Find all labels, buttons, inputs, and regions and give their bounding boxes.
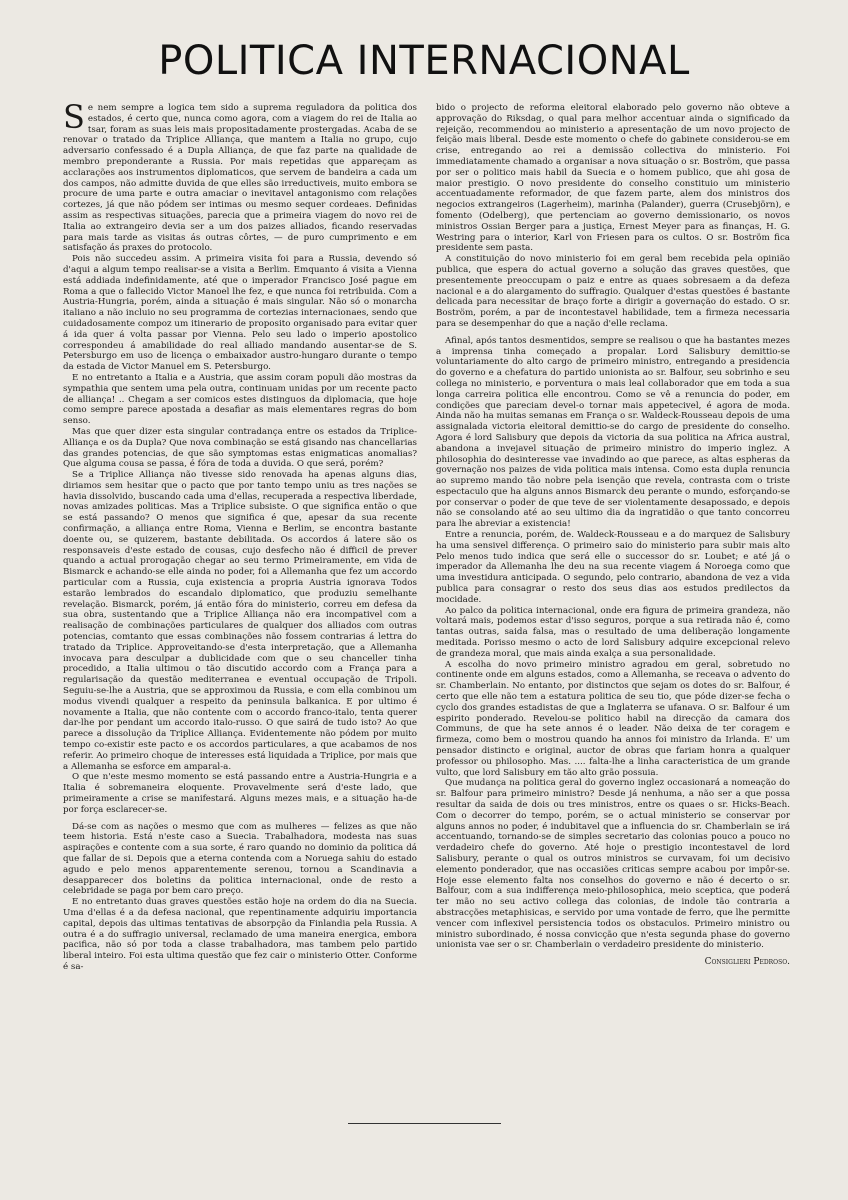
article-paragraph xyxy=(63,98,417,254)
article-paragraph: Mas que quer dizer esta singular contradança entre os estados da Triplice-Alliança e os da Dupla? Que nova combinação se está gisando nas chancellarias das grandes potencias, de que são symptomas estas enigmaticas anomalias? Que alguma cousa se passa, é fóra de toda a duvida. O que será, porém? xyxy=(63,426,417,470)
article-paragraph: A escolha do novo primeiro ministro agradou em geral, sobretudo no continente onde em alguns estados, como a Allemanha, se receava o advento do sr. Chamberlain. No entanto, por distinctos que sejam os dotes do sr. Balfour, é certo que elle não tem a estatura politica de seu tio, que póde dizer-se fecha o cyclo dos grandes estadistas de que a Inglaterra se ufanava. O sr. Balfour é um espirito ponderado. Revelou-se politico habil na direcção da camara dos Communs, de que ha sete annos é o leader. Não deixa de ter coragem e firmeza, como bem o mostrou quando ha annos foi ministro da Irlanda. E' um pensador distincto e original, auctor de obras que fariam honra a qualquer professor ou philosopho. Mas. .... falta-lhe a linha caracteristica de um grande vulto, que lord Salisbury em tão alto grão possuia. xyxy=(436,659,790,778)
page-title: POLITICA INTERNACIONAL xyxy=(158,38,690,84)
article-paragraph: Entre a renuncia, porém, de. Waldeck-Rousseau e a do marquez de Salisbury ha uma sensivel differença. O primeiro saio do ministerio para subir mais alto Pelo menos tudo indica que será elle o successor do sr. Loubet; e até já o imperador da Allemanha lhe deu na sua recente viagem á Noroega como que uma investidura anticipada. O segundo, pelo contrario, abandona de vez a vida publica para consagrar o resto dos seus dias aos estudos predilectos da mocidade. xyxy=(436,530,790,605)
article-paragraph: E no entretanto a Italia e a Austria, que assim coram populi dão mostras da sympathia que sentem uma pela outra, continuam unidas por um recente pacto de alliança! .. Chegam a ser comicos estes distinguos da diplomacia, que hoje como sempre parece apostada a desafiar as mais elementares regras do bom senso. xyxy=(63,372,417,427)
drop-cap: S xyxy=(63,98,85,136)
article-body xyxy=(63,98,790,1103)
article-paragraph: bido o projecto de reforma eleitoral elaborado pelo governo não obteve a approvação do Riksdag, o qual para melhor accentuar ainda o significado da rejeição, recommendou ao ministerio a apresentação de um novo projecto de feição mais liberal. Desde este momento o chefe do gabinete considerou-se em crise, entregando ao rei a demissão collectiva do ministerio. Foi immediatamente chamado a organisar a nova situação o sr. Boström, que passa por ser o politico mais habil da Suecia e o homem publico, que ahi gosa de maior prestigio. O novo presidente do conselho constituio um ministerio accentuadamente reformador, de que fazem parte, alem dos ministros dos negocios extrangeiros (Lagerheim), marinha (Palander), guerra (Crusebjörn), e fomento (Odelberg), que pertenciam ao governo demissionario, os novos ministros Ossian Berger para a justiça, Ernest Meyer para as finanças, H. G. Westring para o interior, Karl von Friesen para os cultos. O sr. Boström fica presidente sem pasta. xyxy=(436,103,790,254)
right-column xyxy=(436,103,790,1103)
author-signature: Consiglieri Pedroso. xyxy=(704,957,790,968)
article-paragraph: Que mudança na politica geral do governo inglez occasionará a nomeação do sr. Balfour para primeiro ministro? Desde já nenhuma, a não ser a que possa resultar da saida de dois ou tres ministros, entre os quaes o sr. Hicks-Beach. Com o decorrer do tempo, porém, se o actual ministerio se conservar por alguns annos no poder, é indubitavel que a influencia do sr. Chamberlain se irá accentuando, tornando-se de simples secretario das colonias pouco a pouco no verdadeiro chefe do governo. Até hoje o prestigio incontestavel de lord Salisbury, perante o qual os outros ministros se curvavam, foi um decisivo elemento ponderador, que nas occasiões criticas sempre acabou por impôr-se. Hoje esse elemento falta nos conselhos do governo e não é decerto o sr. Balfour, com a sua indifferença meio-philosophica, meio sceptica, que poderá ter mão no seu activo collega das colonias, de indole tão contraria a abstracções metaphisicas, e servido por uma vontade de ferro, que lhe permitte vencer com inflexivel persistencia todos os obstaculos. Primeiro ministro ou ministro subordinado, é nossa convicção que n'esta segunda phase do governo unionista vae ser o sr. Chamberlain o verdadeiro presidente do ministerio. xyxy=(436,778,790,951)
article-paragraph: E no entretanto duas graves questões estão hoje na ordem do dia na Suecia. Uma d'ellas é a da defesa nacional, que repentinamente adquiriu importancia capital, depois das ultimas tentativas de absorpção da Finlandia pela Russia. A outra é a do suffragio universal, reclamado de uma maneira energica, embora pacifica, não só por toda a classe trabalhadora, mas tambem pelo partido liberal inteiro. Foi esta ultima questão que fez cair o ministerio Otter. Conforme é sa- xyxy=(63,897,417,972)
article-paragraph: Se a Triplice Alliança não tivesse sido renovada ha apenas alguns dias, diriamos sem hesitar que o pacto que por tanto tempo uniu as tres nações se havia dissolvido, buscando cada uma d'ellas, recuperada a respectiva liberdade, novas amizades politicas. Mas a Triplice subsiste. O que significa então o que se está passando? O menos que significa é que, apesar da sua recente confirmação, a alliança entre Roma, Vienna e Berlim, se encontra bastante doente ou, se quizerem, bastante debilitada. Os accordos á latere são os responsaveis d'este estado de cousas, cujo desfecho não é difficil de prever quando a actual prorogação chegar ao seu termo Primeiramente, em vida de Bismarck e achando-se elle ainda no poder, foi a Allemanha que fez um accordo particular com a Russia, cuja existencia a propria Austria ignorava Todos estarão lembrados do escandalo diplomatico, que produziu semelhante revelação. Bismarck, porém, já então fóra do ministerio, correu em defesa da sua obra, sustentando que a Triplice Alliança não era incompativel com a realisação de combinações particulares de qualquer dos alliados com outras potencias, comtanto que essas combinações não fossem contrarias á lettra do tratado da Triplice. Approveitando-se d'esta interpretação, que a Allemanha invocava para desculpar a dublicidade com que o seu chanceller tinha procedido, a Italia ultimou o tão discutido accordo com a França para a regularisação da questão mediterranea e eventual occupação de Tripoli. Seguiu-se-lhe a Austria, que se approximou da Russia, e com ella combinou um modus vivendi qualquer a respeito da peninsula balkanica. E por ultimo é novamente a Italia, que não contente com o accordo franco-italo, tenta querer dar-lhe por pendant um accordo italo-russo. O que sairá de tudo isto? Ao que parece a dissolução da Triplice Alliança. Evidentemente não pódem por muito tempo co-existir este pacto e os accordos particulares, a que acabamos de nos referir. Ao primeiro choque de interesses está liquidada a Triplice, por mais que a Allemanha se esforce em amparal-a. xyxy=(63,470,417,772)
article-paragraph: Afinal, após tantos desmentidos, sempre se realisou o que ha bastantes mezes a imprensa tinha começado a propalar. Lord Salisbury demittio-se voluntariamente do alto cargo de primeiro ministro, entregando a presidencia do governo e a chefatura do partido unionista ao sr. Balfour, seu sobrinho e seu collega no ministerio, e porventura o mais leal collaborador que em toda a sua longa carreira politica elle encontrou. Como se vê a renuncia do poder, em condições que pareciam devel-o tornar mais appetecivel, é agora de moda. Ainda não ha muitas semanas em França o sr. Waldeck-Rousseau depois de uma assignalada victoria eleitoral demittio-se do cargo de presidente do conselho. Agora é lord Salisbury que depois da victoria da sua politica na Africa austral, abandona a invejavel situação de primeiro ministro do imperio inglez. A philosophia do desinteresse vae invadindo ao que parece, as altas espheras da governação nos paizes de vida politica mais intensa. Como esta dupla renuncia ao supremo mando tão nobre pela isenção que revela, contrasta com o triste espectaculo que ha alguns annos Bismarck deu perante o mundo, esforçando-se por conservar o poder de que teve de ser violentamente desapossado, e depois não se consolando até ao seu ultimo dia da ingratidão o que tanto concorreu para lhe abreviar a existencia! xyxy=(436,335,790,530)
article-paragraph: O que n'este mesmo momento se está passando entre a Austria-Hungria e a Italia é sobremaneira eloquente. Provavelmente será d'este lado, que primeiramente a crise se manifestará. Alguns mezes mais, e a situação ha-de por força esclarecer-se. xyxy=(63,772,417,815)
article-paragraph: Pois não succedeu assim. A primeira visita foi para a Russia, devendo só d'aqui a algum tempo realisar-se a visita a Berlim. Emquanto á visita a Vienna está addiada indefinidamente, até que o imperador Francisco José pague em Roma a que o fallecido Victor Manoel lhe fez, e que nunca foi retribuida. Com a Austria-Hungria, porém, ainda a situação é mais singular. Não só o monarcha italiano a não incluio no seu programma de cortezias internacionaes, sendo que cuidadosamente compoz um itinerario de proposito organisado para evitar quer á ida quer á volta passar por Vienna. Pelo seu lado o imperio apostolico correspondeu á amabilidade do real alliado mandando ausentar-se de S. Petersburgo em uso de licença o embaixador austro-hungaro durante o tempo da estada de Victor Manuel em S. Petersburgo. xyxy=(63,254,417,373)
article-paragraph: A constituição do novo ministerio foi em geral bem recebida pela opinião publica, que espera do actual governo a solução das graves questões, que presentemente preoccupam o paiz e entre as quaes sobresaem a da defeza nacional e a do alargamento do suffragio. Qualquer d'estas questões é bastante delicada para necessitar de braço forte a dirigir a governação do estado. O sr. Boström, porém, a par de incontestavel habilidade, tem a firmeza necessaria para se desempenhar do que a nação d'elle reclama. xyxy=(436,254,790,329)
paragraph-text: e nem sempre a logica tem sido a suprema reguladora da politica dos estados, é certo que, nunca como agora, com a viagem do rei de Italia ao tsar, foram as suas leis mais propositadamente prostergadas. Acaba de se renovar o tratado da Triplice Alliança, que mantem a Italia no grupo, cujo adversario confessado é a Dupla Alliança, de que faz parte na qualidade de membro preponderante a Russia. Por mais repetidas que appareçam as acclarações aos instrumentos diplomaticos, que servem de bandeira a cada um dos campos, não admitte duvida de que elles são irreductiveis, muito embora se procure de uma parte e outra amaciar o inevitavel antagonismo com relações cortezes, já que não pódem ser intimas ou mesmo sequer cordeaes. Definidas assim as respectivas situações, parecia que a primeira viagem do novo rei de Italia ao extrangeiro devia ser a um dos paizes alliados, ficando reservadas para mais tarde as visitas ás outras côrtes, — de puro cumprimento e em satisfação ás praxes do protocolo. xyxy=(63,103,417,254)
article-paragraph: Dá-se com as nações o mesmo que com as mulheres — felizes as que não teem historia. Está n'este caso a Suecia. Trabalhadora, modesta nas suas aspirações e contente com a sua sorte, é raro quando no dominio da politica dá que fallar de si. Depois que a eterna contenda com a Noruega sahiu do estado agudo e pelo menos apparentemente serenou, tornou a Scandinavia a desapparecer dos boletins da politica internacional, onde de resto a celebridade se paga por bem caro preço. xyxy=(63,821,417,897)
left-column xyxy=(63,98,417,1103)
end-rule xyxy=(348,1123,501,1124)
article-paragraph: Ao palco da politica internacional, onde era figura de primeira grandeza, não voltará mais, podemos estar d'isso seguros, porque a sua retirada não é, como tantas outras, saida falsa, mas o resultado de uma deliberação longamente meditada. Porisso mesmo o acto de lord Salisbury adquire excepcional relevo de grandeza moral, que mais ainda exalça a sua personalidade. xyxy=(436,605,790,659)
